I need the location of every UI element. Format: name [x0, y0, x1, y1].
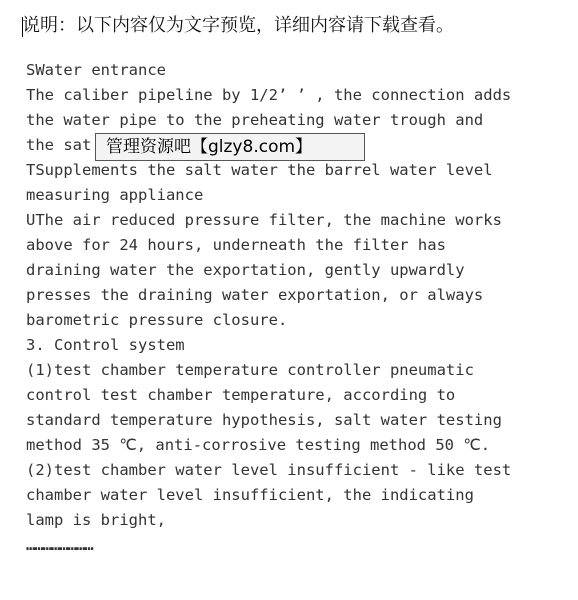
document-line: presses the draining water exportation, or always [26, 286, 484, 304]
document-line: standard temperature hypothesis, salt water testing [26, 411, 502, 429]
document-line: method 35 ℃, anti-corrosive testing method 50 ℃. [26, 436, 491, 454]
document-line: SWater entrance [26, 61, 166, 79]
document-line: TSupplements the salt water the barrel water level [26, 161, 493, 179]
preview-notice: 说明：以下内容仅为文字预览，详细内容请下载查看。 [22, 15, 454, 36]
document-line: measuring appliance [26, 186, 204, 204]
document-line: (1)test chamber temperature controller pneumatic [26, 361, 474, 379]
document-line: the sat [26, 136, 92, 154]
watermark-banner: 管理资源吧【glzy8.com】 [95, 133, 365, 161]
document-line: The caliber pipeline by 1/2’ ’ , the connection adds [26, 86, 512, 104]
document-line: (2)test chamber water level insufficient - like test [26, 461, 512, 479]
document-line: lamp is bright, [26, 511, 166, 529]
document-line: above for 24 hours, underneath the filter has [26, 236, 446, 254]
ellipsis-line: …………………… [26, 536, 93, 554]
document-line: the water pipe to the preheating water trough and [26, 111, 484, 129]
document-line: control test chamber temperature, according to [26, 386, 456, 404]
document-line: UThe air reduced pressure filter, the machine works [26, 211, 502, 229]
document-line: barometric pressure closure. [26, 311, 288, 329]
document-line: chamber water level insufficient, the indicating [26, 486, 474, 504]
document-line: draining water the exportation, gently upwardly [26, 261, 465, 279]
document-line: 3. Control system [26, 336, 185, 354]
